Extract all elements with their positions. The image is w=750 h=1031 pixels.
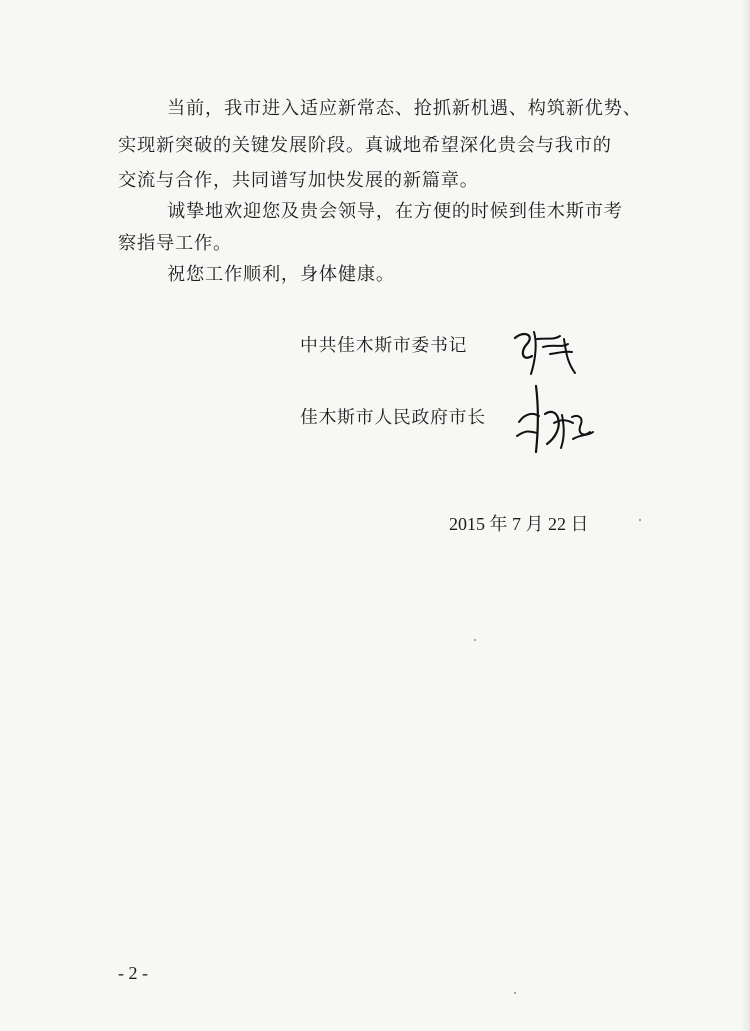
paragraph-line-3: 交流与合作，共同谱写加快发展的新篇章。 xyxy=(118,170,479,191)
signature-party-secretary xyxy=(506,322,588,380)
paragraph-line-5: 察指导工作。 xyxy=(118,233,232,254)
scan-speck xyxy=(639,519,641,521)
paragraph-line-2: 实现新突破的关键发展阶段。真诚地希望深化贵会与我市的 xyxy=(118,135,612,156)
document-date: 2015 年 7 月 22 日 xyxy=(449,514,589,534)
paragraph-line-4: 诚挚地欢迎您及贵会领导，在方便的时候到佳木斯市考 xyxy=(167,201,623,222)
paper-edge xyxy=(742,0,750,1031)
signer-title-mayor: 佳木斯市人民政府市长 xyxy=(300,407,486,428)
signature-mayor xyxy=(511,378,599,456)
paragraph-line-1: 当前，我市进入适应新常态、抢抓新机遇、构筑新优势、 xyxy=(167,98,642,119)
scan-speck xyxy=(474,639,476,641)
closing-wish: 祝您工作顺利，身体健康。 xyxy=(167,264,395,285)
signer-title-party-secretary: 中共佳木斯市委书记 xyxy=(300,335,468,356)
page-number: - 2 - xyxy=(118,963,148,983)
scan-speck xyxy=(514,992,516,994)
